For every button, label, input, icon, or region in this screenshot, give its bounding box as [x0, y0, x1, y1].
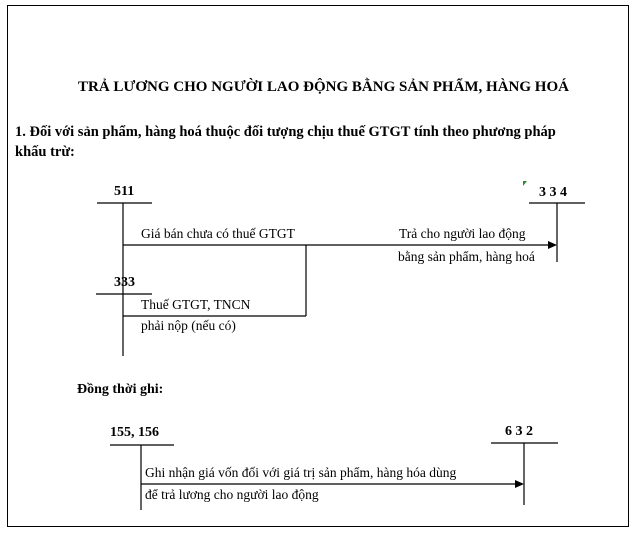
account-632-label: 6 3 2: [505, 424, 533, 439]
pay-worker-label-line1: Trả cho người lao động: [399, 226, 526, 241]
arrow-head-632: [515, 480, 524, 488]
section1-heading-line2: khấu trừ:: [15, 144, 75, 160]
tax-label-line2: phải nộp (nếu có): [141, 318, 236, 333]
account-333-label: 333: [114, 275, 135, 290]
account-334-label: 3 3 4: [539, 185, 567, 200]
page-title: TRẢ LƯƠNG CHO NGƯỜI LAO ĐỘNG BẰNG SẢN PHẨM, HÀNG HOÁ: [78, 79, 569, 95]
section2-heading: Đồng thời ghi:: [77, 382, 164, 397]
cost-label-line1: Ghi nhận giá vốn đối với giá trị sản phẩm, hàng hóa dùng: [145, 465, 457, 480]
tax-label-line1: Thuế GTGT, TNCN: [141, 297, 251, 312]
section1-heading-line1: 1. Đối với sản phẩm, hàng hoá thuộc đối tượng chịu thuế GTGT tính theo phương pháp: [15, 124, 556, 140]
account-155-156-label: 155, 156: [110, 425, 159, 440]
price-excl-vat-label: Giá bán chưa có thuế GTGT: [141, 226, 295, 241]
account-511-label: 511: [114, 184, 135, 199]
corner-marker: [523, 181, 527, 186]
cost-label-line2: để trả lương cho người lao động: [145, 487, 319, 502]
arrow-head-334: [548, 241, 557, 249]
pay-worker-label-line2: bằng sản phẩm, hàng hoá: [398, 249, 535, 264]
